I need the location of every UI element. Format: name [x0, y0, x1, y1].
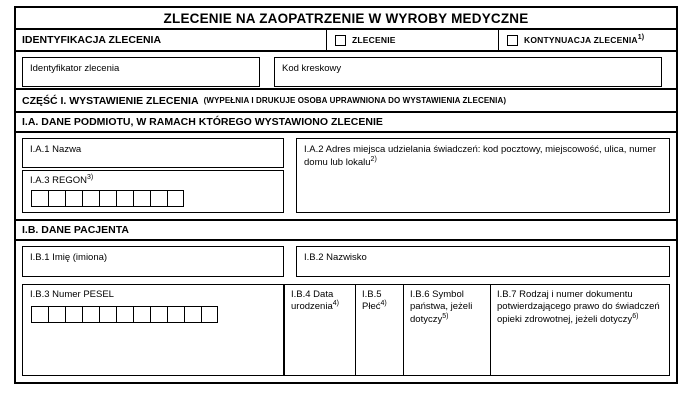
- field-ia3-regon[interactable]: [22, 170, 284, 213]
- footnote-marker: 2): [370, 155, 377, 163]
- char-box[interactable]: [150, 190, 167, 207]
- part-one-heading: CZĘŚĆ I. WYSTAWIENIE ZLECENIA: [22, 94, 199, 107]
- field-ib2-nazwisko[interactable]: [296, 246, 670, 277]
- char-box[interactable]: [184, 306, 201, 323]
- field-ia2-adres[interactable]: [296, 138, 670, 213]
- char-box[interactable]: [150, 306, 167, 323]
- char-box[interactable]: [82, 190, 99, 207]
- footnote-marker: 6): [632, 312, 639, 320]
- char-box[interactable]: [82, 306, 99, 323]
- field-ib4-label: I.B.4 Data urodzenia$^{4)}$: [291, 289, 339, 313]
- checkbox-kontynuacja-zlecenia[interactable]: [498, 30, 676, 50]
- char-box[interactable]: [167, 190, 184, 207]
- part-one-header: [14, 90, 678, 113]
- char-box[interactable]: [99, 190, 116, 207]
- footnote-marker: 4): [332, 300, 339, 308]
- field-ib5-label: I.B.5 Płeć$^{4)}$: [362, 289, 387, 313]
- char-box[interactable]: [133, 190, 150, 207]
- section-ia-header: [14, 113, 678, 133]
- section-ia-left-column: [22, 138, 284, 213]
- field-ia3-label: I.A.3 REGON$^{3)}$: [30, 174, 94, 187]
- section-ia-heading: I.A. DANE PODMIOTU, W RAMACH KTÓREGO WYSTAWIONO ZLECENIE: [22, 116, 383, 128]
- char-box[interactable]: [65, 306, 82, 323]
- footnote-marker: 1): [637, 34, 645, 42]
- char-box[interactable]: [167, 306, 184, 323]
- identification-heading: IDENTYFIKACJA ZLECENIA: [22, 34, 162, 46]
- section-ib-details-row: [22, 284, 670, 376]
- field-ib2-label: I.B.2 Nazwisko: [304, 252, 367, 263]
- field-ib7-label: I.B.7 Rodzaj i numer dokumentu potwierdzającego prawo do świadczeń opieki zdrowotnej, jeżeli dotyczy$^{6)}$: [497, 289, 660, 325]
- char-box[interactable]: [48, 306, 65, 323]
- char-box[interactable]: [116, 306, 133, 323]
- checkbox-kontynuacja-label: KONTYNUACJA ZLECENIA$^{1)}$: [524, 34, 645, 45]
- field-ia1-nazwa[interactable]: [22, 138, 284, 168]
- char-box[interactable]: [31, 190, 48, 207]
- field-ib6-label: I.B.6 Symbol państwa, jeżeli dotyczy$^{5)}$: [410, 289, 473, 325]
- checkbox-zlecenie-label: ZLECENIE: [352, 35, 396, 45]
- field-ib5-plec[interactable]: [356, 284, 404, 376]
- field-ib1-imie[interactable]: [22, 246, 284, 277]
- regon-character-boxes[interactable]: [31, 190, 283, 207]
- char-box[interactable]: [65, 190, 82, 207]
- checkbox-icon[interactable]: [507, 35, 518, 46]
- field-ib3-pesel[interactable]: [22, 284, 284, 376]
- footnote-marker: 5): [442, 312, 449, 320]
- field-ib3-label: I.B.3 Numer PESEL: [30, 289, 114, 300]
- field-ia2-label: I.A.2 Adres miejsca udzielania świadczeń: kod pocztowy, miejscowość, ulica, numer domu lub lokalu$^{2)}$: [304, 144, 657, 168]
- field-ib4-data-urodzenia[interactable]: [284, 284, 356, 376]
- identification-header-row: [14, 30, 678, 52]
- field-ib6-symbol-panstwa[interactable]: [404, 284, 491, 376]
- page-title: ZLECENIE NA ZAOPATRZENIE W WYROBY MEDYCZNE: [163, 10, 529, 26]
- field-identyfikator-zlecenia[interactable]: [22, 57, 260, 87]
- checkbox-icon[interactable]: [335, 35, 346, 46]
- checkbox-zlecenie[interactable]: [326, 30, 498, 50]
- char-box[interactable]: [116, 190, 133, 207]
- char-box[interactable]: [99, 306, 116, 323]
- char-box[interactable]: [48, 190, 65, 207]
- field-kod-kreskowy-label: Kod kreskowy: [282, 63, 342, 74]
- part-one-subheading: (WYPEŁNIA I DRUKUJE OSOBA UPRAWNIONA DO WYSTAWIENIA ZLECENIA): [203, 96, 507, 105]
- field-ia1-label: I.A.1 Nazwa: [30, 144, 82, 155]
- section-ib-heading: I.B. DANE PACJENTA: [22, 224, 129, 236]
- char-box[interactable]: [31, 306, 48, 323]
- field-identyfikator-label: Identyfikator zlecenia: [30, 63, 120, 74]
- char-box[interactable]: [201, 306, 218, 323]
- field-ib1-label: I.B.1 Imię (imiona): [30, 252, 108, 263]
- section-ib-body: [14, 241, 678, 384]
- pesel-character-boxes[interactable]: [31, 306, 283, 323]
- footnote-marker: 3): [87, 174, 94, 182]
- field-kod-kreskowy[interactable]: [274, 57, 662, 87]
- form-title-bar: [14, 6, 678, 30]
- form-sheet: [14, 6, 678, 384]
- identification-fields-row: [14, 52, 678, 90]
- footnote-marker: 4): [380, 300, 387, 308]
- section-ib-header: [14, 221, 678, 241]
- field-ib7-rodzaj-dokumentu[interactable]: [491, 284, 670, 376]
- identification-checkbox-group: [326, 30, 676, 50]
- section-ia-body: [14, 133, 678, 221]
- section-ib-name-row: [22, 246, 670, 284]
- char-box[interactable]: [133, 306, 150, 323]
